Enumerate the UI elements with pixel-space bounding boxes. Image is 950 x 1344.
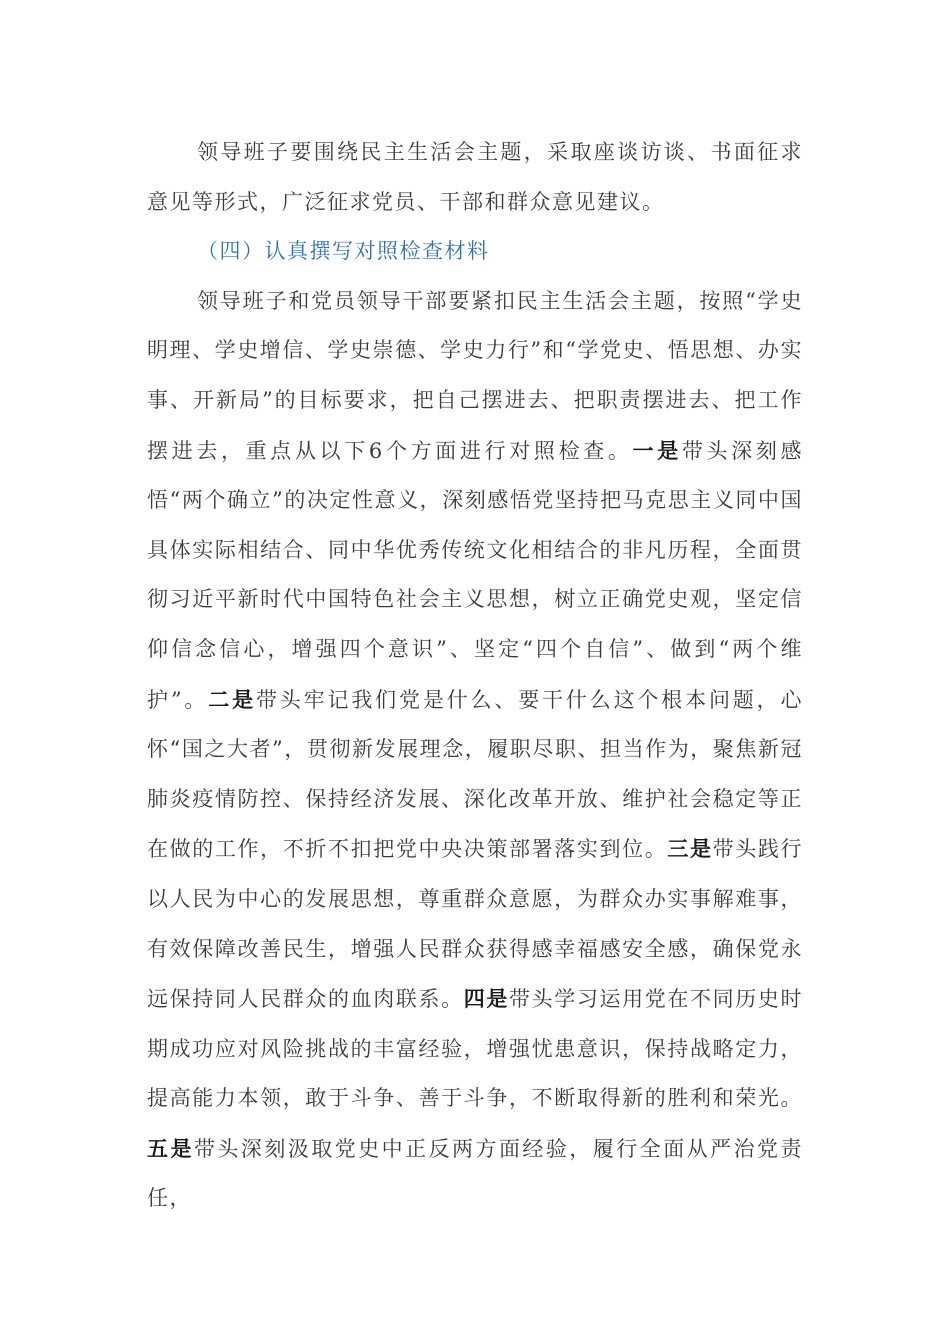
paragraph-self-examination <box>147 277 803 1224</box>
paragraph-text: 领导班子要围绕民主生活会主题，采取座谈访谈、书面征求意见等形式，广泛征求党员、干部和群众意见建议。 <box>147 140 803 214</box>
item-text-2: 带头牢记我们党是什么、要干什么这个根本问题，心怀“国之大者”，贯彻新发展理念，履职尽职、担当作为，聚焦新冠肺炎疫情防控、保持经济发展、深化改革开放、维护社会稳定等正在做的工作，不折不扣把党中央决策部署落实到位。 <box>147 687 803 862</box>
item-text-3: 带头践行以人民为中心的发展思想，尊重群众意愿，为群众办实事解难事，有效保障改善民生，增强人民群众获得感幸福感安全感，确保党永远保持同人民群众的血肉联系。 <box>147 837 803 1012</box>
document-body <box>147 128 803 1224</box>
item-text-1: 带头深刻感悟“两个确立”的决定性意义，深刻感悟党坚持把马克思主义同中国具体实际相结合、同中华优秀传统文化相结合的非凡历程，全面贯彻习近平新时代中国特色社会主义思想，树立正确党史观，坚定信仰信念信心，增强四个意识”、坚定“四个自信”、做到“两个维护”。 <box>147 438 804 712</box>
item-label-4: 四是 <box>463 986 509 1012</box>
item-label-3: 三是 <box>667 836 713 862</box>
section-heading: （四）认真撰写对照检查材料 <box>197 239 490 264</box>
paragraph-intro: 领导班子和党员领导干部要紧扣民主生活会主题，按照“学史明理、学史增信、学史崇德、学史力行”和“学党史、悟思想、办实事、开新局”的目标要求，把自己摆进去、把职责摆进去、把工作摆进去，重点从以下6个方面进行对照检查。 <box>147 288 803 463</box>
item-text-5: 带头深刻汲取党史中正反两方面经验，履行全面从严治党责任， <box>147 1136 804 1211</box>
item-label-2: 二是 <box>208 686 256 712</box>
item-label-5: 五是 <box>147 1135 194 1161</box>
item-text-4: 带头学习运用党在不同历史时期成功应对风险挑战的丰富经验，增强忧患意识，保持战略定力，提高能力本领，敢于斗争、善于斗争，不断取得新的胜利和荣光。 <box>147 987 803 1111</box>
paragraph-solicit-opinions <box>147 128 803 227</box>
item-label-1: 一是 <box>632 437 682 463</box>
